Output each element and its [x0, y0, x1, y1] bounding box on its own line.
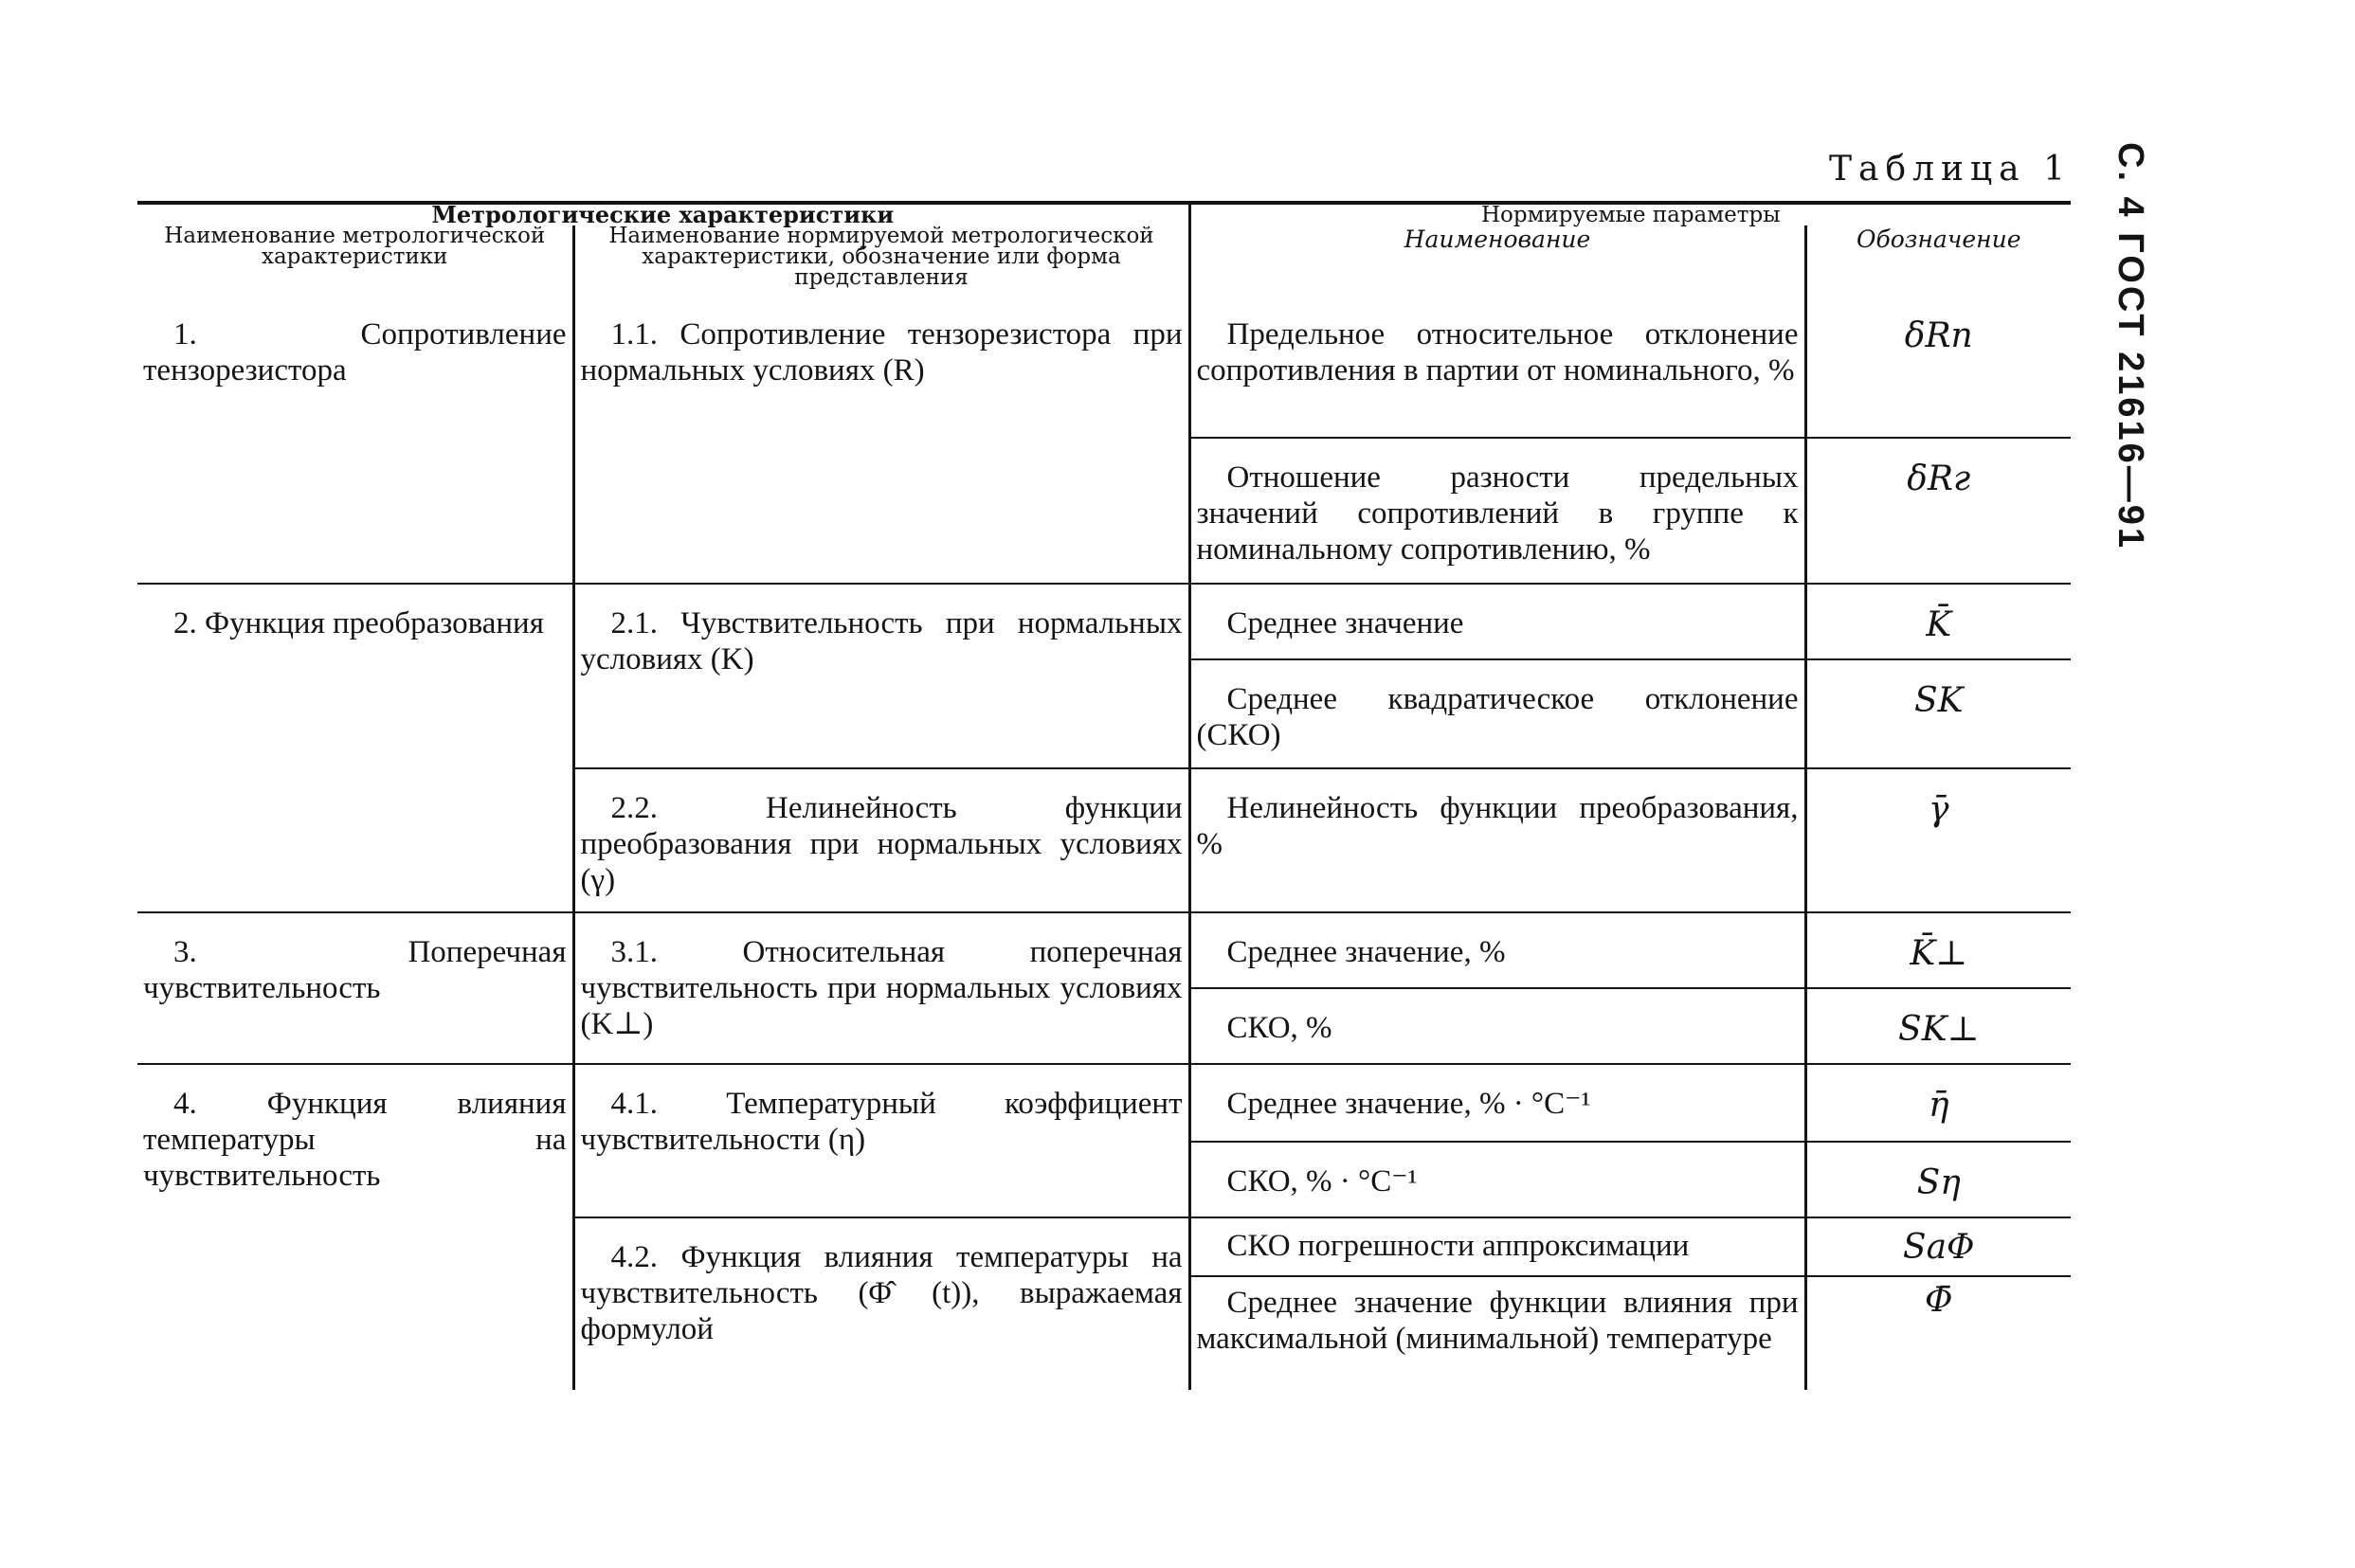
normalized-4-2: 4.2. Функция влияния температуры на чувствительность (Φ̂ (t)), выражаемая формулой [580, 1240, 1183, 1346]
param-name: Нелинейность функции преобразования, % [1196, 791, 1799, 861]
table-caption: Таблица 1 [1829, 150, 2072, 189]
header-group-normalized: Нормируемые параметры [1480, 203, 1781, 227]
param-name: Среднее значение, % · °C⁻¹ [1226, 1087, 1591, 1121]
param-name: Предельное относительное отклонение сопротивления в партии от номинального, % [1196, 317, 1799, 387]
characteristic-3: 3. Поперечная чувствительность [143, 935, 567, 1005]
normalized-1-1: 1.1. Сопротивление тензорезистора при нормальных условиях (R) [580, 317, 1183, 387]
table-row [137, 912, 2071, 988]
param-name: Отношение разности предельных значений сопротивлений в группе к номинальному сопротивлению, % [1196, 460, 1799, 567]
table-row [137, 584, 2071, 659]
param-name: СКО погрешности аппроксимации [1226, 1229, 1690, 1263]
header-col-characteristic: Наименование метрологической характеристики [137, 225, 573, 288]
param-name: Среднее значение, % [1226, 935, 1506, 969]
param-symbol: SаΦ [1902, 1228, 1975, 1267]
header-col-name: Наименование [1189, 225, 1805, 288]
param-name: Среднее значение функции влияния при максимальной (минимальной) температуре [1196, 1286, 1799, 1356]
normalized-4-1: 4.1. Температурный коэффициент чувствительности (η) [580, 1087, 1183, 1157]
param-symbol: δRп [1904, 316, 1973, 355]
normalized-2-2: 2.2. Нелинейность функции преобразования при нормальных условиях (γ) [580, 791, 1183, 897]
param-symbol: Φ̄ [1924, 1281, 1953, 1320]
header-col-designation: Обозначение [1856, 225, 2021, 253]
param-symbol: K̄⊥ [1910, 934, 1968, 973]
param-name: СКО, % [1226, 1011, 1332, 1045]
characteristic-2: 2. Функция преобразования [173, 606, 544, 640]
page-running-header: С. 4 ГОСТ 21616—91 [2110, 142, 2150, 551]
param-symbol: δRг [1907, 460, 1971, 498]
table-row [137, 296, 2071, 438]
normalized-3-1: 3.1. Относительная поперечная чувствительность при нормальных условиях (K⊥) [580, 935, 1183, 1041]
param-name: СКО, % · °C⁻¹ [1226, 1164, 1418, 1199]
characteristic-1: 1. Сопротивление тензорезистора [143, 317, 567, 387]
param-symbol: K̄ [1926, 605, 1952, 644]
param-name: Среднее значение [1226, 606, 1464, 640]
param-symbol: η̄ [1928, 1086, 1949, 1125]
table-row [137, 1064, 2071, 1142]
param-symbol: SK [1913, 681, 1964, 720]
normalized-2-1: 2.1. Чувствительность при нормальных условиях (K) [580, 606, 1183, 676]
metrology-table [137, 201, 2071, 1390]
header-col-normalized-characteristic: Наименование нормируемой метрологической характеристики, обозначение или форма представления [573, 225, 1189, 288]
header-group-metrological: Метрологические характеристики [137, 205, 1189, 225]
param-name: Среднее квадратическое отклонение (СКО) [1196, 682, 1799, 752]
characteristic-4: 4. Функция влияния температуры на чувствительность [143, 1087, 567, 1193]
param-symbol: SK⊥ [1898, 1010, 1980, 1049]
param-symbol: Sη [1916, 1163, 1961, 1202]
param-symbol: γ̄ [1928, 790, 1949, 829]
